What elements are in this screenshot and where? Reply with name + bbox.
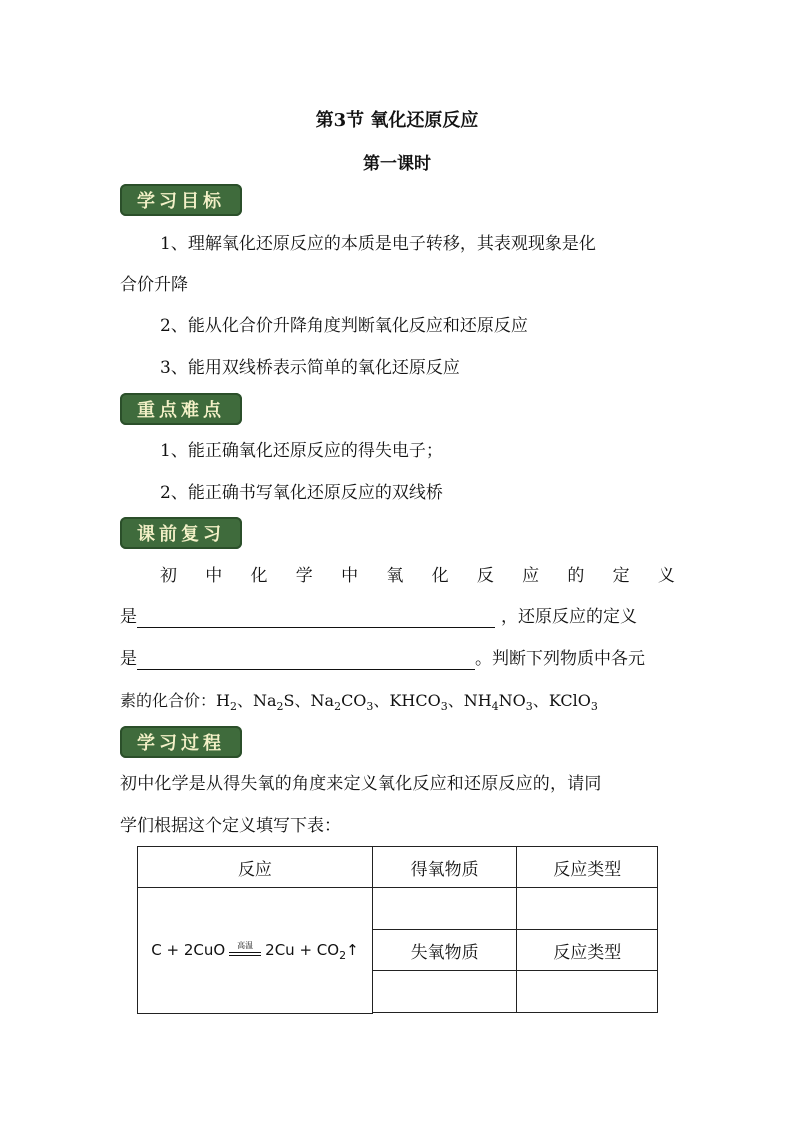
review-char: 中 — [341, 566, 359, 586]
review-line-4-label: 素的化合价： — [120, 691, 217, 710]
review-char: 化 — [250, 566, 268, 586]
review-line-3-start: 是 — [120, 649, 137, 669]
blank-reduction-definition[interactable] — [137, 651, 475, 670]
section-badge-process: 学习过程 — [120, 726, 242, 758]
compound-na2co3: $Na_2CO_3$ — [310, 691, 374, 714]
goal-line-2: 2、能从化合价升降角度判断氧化反应和还原反应 — [160, 316, 528, 336]
review-char: 定 — [612, 566, 630, 586]
answer-cell-oxygen-gainer-type[interactable] — [517, 888, 658, 930]
review-line-4: 素的化合价：$H_2$、$Na_2S$、$Na_2CO_3$、$KHCO_3$、$NH_4NO_3$、KClO$_3$ — [120, 691, 598, 714]
review-char: 应 — [522, 566, 540, 586]
table-subheader-reaction-type: 反应类型 — [517, 930, 658, 971]
process-para-line-2: 学们根据这个定义填写下表： — [120, 816, 341, 836]
equation-condition: 高温 — [229, 942, 261, 958]
review-char: 反 — [476, 566, 494, 586]
reaction-equation: C + 2CuO 高温 $2Cu + CO_2↑$ — [151, 940, 359, 962]
table-header-oxygen-gainer: 得氧物质 — [372, 847, 517, 888]
review-line-3 — [120, 648, 675, 670]
page-subtitle: 第一课时 — [363, 154, 431, 174]
section-badge-review: 课前复习 — [120, 517, 242, 549]
table-subheader-oxygen-loser: 失氧物质 — [372, 930, 517, 971]
answer-cell-oxygen-loser[interactable] — [372, 971, 517, 1013]
review-line-2 — [120, 606, 675, 628]
review-char: 学 — [295, 566, 313, 586]
blank-oxidation-definition[interactable] — [137, 609, 495, 628]
review-char: 中 — [205, 566, 223, 586]
review-char: 化 — [431, 566, 449, 586]
review-line-1 — [160, 565, 675, 587]
section-badge-key-points: 重点难点 — [120, 393, 242, 425]
compound-khco3: $KHCO_3$ — [389, 691, 448, 714]
goal-line-1-cont: 合价升降 — [120, 275, 188, 295]
process-para-line-1: 初中化学是从得失氧的角度来定义氧化反应和还原反应的，请同 — [120, 774, 602, 794]
reaction-equation-cell — [138, 888, 373, 1014]
compound-h2: $H_2$ — [216, 691, 237, 714]
review-char: 义 — [657, 566, 675, 586]
review-line-2-end: ，还原反应的定义 — [501, 607, 637, 627]
review-char: 氧 — [386, 566, 404, 586]
review-line-2-start: 是 — [120, 607, 137, 627]
answer-cell-oxygen-loser-type[interactable] — [517, 971, 658, 1013]
compound-na2s: $Na_2S$ — [252, 691, 295, 714]
table-header-reaction-type: 反应类型 — [517, 847, 658, 888]
answer-cell-oxygen-gainer[interactable] — [372, 888, 517, 930]
review-char: 初 — [160, 566, 177, 586]
review-line-3-end: 。判断下列物质中各元 — [475, 649, 645, 669]
review-char: 的 — [567, 566, 585, 586]
goal-line-1: 1、理解氧化还原反应的本质是电子转移，其表观现象是化 — [160, 234, 596, 254]
table-header-reaction: 反应 — [138, 847, 373, 888]
goal-line-3: 3、能用双线桥表示简单的氧化还原反应 — [160, 358, 460, 378]
key-point-1: 1、能正确氧化还原反应的得失电子； — [160, 441, 443, 461]
reaction-table — [137, 846, 658, 1014]
compound-nh4no3: $NH_4NO_3$ — [463, 691, 533, 714]
compound-kclo3: KClO$_3$ — [548, 691, 598, 714]
section-badge-goals: 学习目标 — [120, 184, 242, 216]
key-point-2: 2、能正确书写氧化还原反应的双线桥 — [160, 483, 443, 503]
page-title: 第3节 氧化还原反应 — [315, 110, 479, 131]
